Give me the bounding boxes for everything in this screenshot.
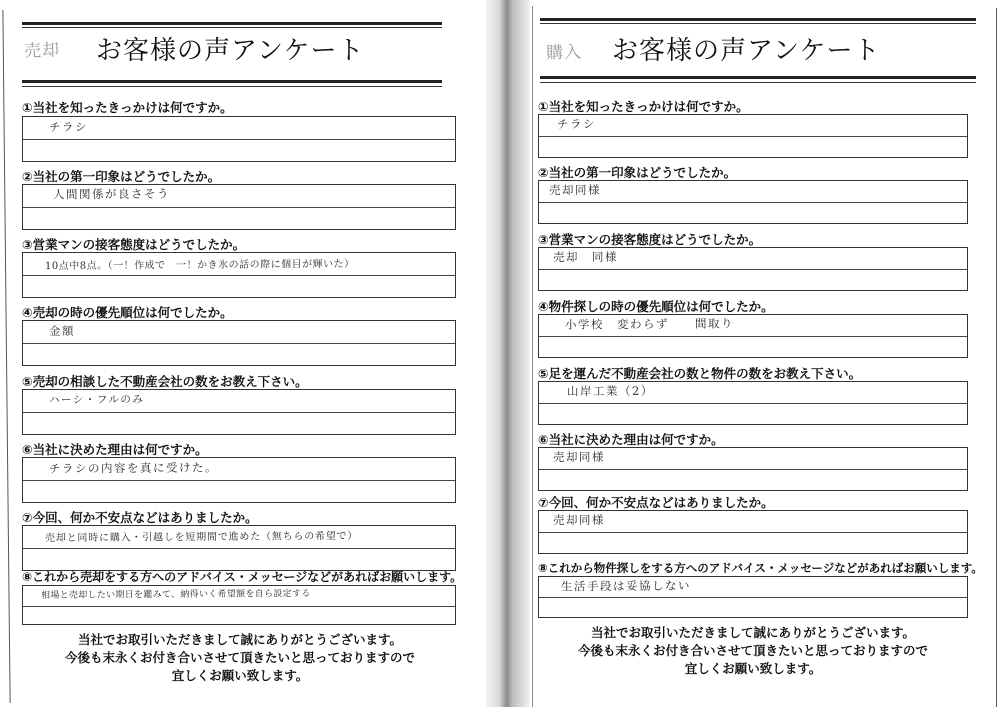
closing-line-1: 当社でお取引いただきまして誠にありがとうございます。 xyxy=(77,632,402,647)
answer-box-6[interactable] xyxy=(538,447,968,491)
answer-6: チラシの内容を真に受けた。 xyxy=(48,460,219,476)
closing-message xyxy=(530,624,976,678)
question-5-label: ⑤売却の相談した不動産会社の数をお教え下さい。 xyxy=(22,374,308,389)
answer-2: 人間関係が良さそう xyxy=(52,186,171,202)
answer-box-2[interactable] xyxy=(22,184,456,230)
answer-8: 生活手段は妥協しない xyxy=(560,578,692,594)
answer-box-4[interactable] xyxy=(538,314,968,358)
answer-box-4[interactable] xyxy=(22,320,456,366)
answer-box-8[interactable] xyxy=(22,585,456,625)
sale-survey-sheet xyxy=(0,0,486,707)
answer-box-6[interactable] xyxy=(22,457,456,503)
closing-line-3: 宜しくお願い致します。 xyxy=(171,668,309,683)
closing-line-2: 今後も末永くお付き合いさせて頂きたいと思っておりますので xyxy=(64,650,415,665)
closing-line-3: 宜しくお願い致します。 xyxy=(684,661,822,676)
page-title: お客様の声アンケート xyxy=(612,36,881,66)
binding-fold xyxy=(486,0,530,707)
header-bottom-rule xyxy=(22,80,442,83)
question-2-label: ②当社の第一印象はどうでしたか。 xyxy=(538,165,737,180)
closing-message xyxy=(20,631,460,685)
question-7-label: ⑦今回、何か不安点などはありましたか。 xyxy=(22,510,258,525)
question-3-label: ③営業マンの接客態度はどうでしたか。 xyxy=(538,232,762,247)
question-2-label: ②当社の第一印象はどうでしたか。 xyxy=(22,169,221,184)
sale-tag: 売却 xyxy=(23,40,61,62)
question-1-label: ①当社を知ったきっかけは何ですか。 xyxy=(538,99,749,114)
answer-5: 山岸工業（2） xyxy=(566,383,654,399)
question-5-label: ⑤足を運んだ不動産会社の数と物件の数をお教え下さい。 xyxy=(538,366,862,381)
answer-box-1[interactable] xyxy=(538,114,968,158)
answer-8: 相場と売却したい期日を鑑みて、納得いく希望額を自ら設定する xyxy=(40,589,311,601)
header-bottom-rule-thin xyxy=(540,82,976,83)
answer-box-2[interactable] xyxy=(538,180,968,224)
answer-5: ハーシ・フルのみ xyxy=(48,393,145,407)
answer-box-5[interactable] xyxy=(22,389,456,435)
question-6-label: ⑥当社に決めた理由は何ですか。 xyxy=(538,432,724,447)
answer-box-8[interactable] xyxy=(538,576,968,618)
header-top-rule xyxy=(22,22,442,25)
answer-4: 小学校 変わらず 間取り xyxy=(564,316,735,332)
answer-3: 売却 同様 xyxy=(552,249,619,265)
question-8-label: ⑧これから売却をする方へのアドバイス・メッセージなどがあればお願いします。 xyxy=(22,570,463,584)
answer-2: 売却同様 xyxy=(548,182,602,198)
answer-1: チラシ xyxy=(556,116,597,132)
answer-box-1[interactable] xyxy=(22,116,456,162)
answer-6: 売却同様 xyxy=(552,449,606,465)
answer-box-7[interactable] xyxy=(22,525,456,571)
answer-3: 10点中8点。（一！作成で 一！かき氷の話の際に個目が輝いた） xyxy=(44,258,355,273)
closing-line-2: 今後も末永くお付き合いさせて頂きたいと思っておりますので xyxy=(577,643,928,658)
question-4-label: ④売却の時の優先順位は何でしたか。 xyxy=(22,305,233,320)
question-8-label: ⑧これから物件探しをする方へのアドバイス・メッセージなどがあればお願いします。 xyxy=(538,561,983,575)
answer-1: チラシ xyxy=(48,119,89,135)
header-top-rule xyxy=(540,18,976,21)
question-3-label: ③営業マンの接客態度はどうでしたか。 xyxy=(22,237,246,252)
answer-4: 金額 xyxy=(48,323,76,339)
purchase-survey-sheet xyxy=(530,0,1000,707)
header-top-rule-thin xyxy=(22,27,442,28)
header-bottom-rule-thin xyxy=(22,86,442,87)
closing-line-1: 当社でお取引いただきまして誠にありがとうございます。 xyxy=(590,625,915,640)
answer-box-3[interactable] xyxy=(22,252,456,298)
answer-box-7[interactable] xyxy=(538,510,968,554)
question-7-label: ⑦今回、何か不安点などはありましたか。 xyxy=(538,495,774,510)
header-top-rule-thin xyxy=(540,23,976,24)
answer-7: 売却と同時に購入・引越しを短期間で進めた（無ちらの希望で） xyxy=(44,530,359,545)
answer-box-5[interactable] xyxy=(538,381,968,425)
header-bottom-rule xyxy=(540,76,976,79)
question-4-label: ④物件探しの時の優先順位は何でしたか。 xyxy=(538,299,774,314)
page-title: お客様の声アンケート xyxy=(96,36,365,66)
question-6-label: ⑥当社に決めた理由は何ですか。 xyxy=(22,442,208,457)
answer-box-3[interactable] xyxy=(538,247,968,291)
purchase-tag: 購入 xyxy=(545,42,583,64)
question-1-label: ①当社を知ったきっかけは何ですか。 xyxy=(22,100,233,115)
answer-7: 売却同様 xyxy=(552,512,606,528)
